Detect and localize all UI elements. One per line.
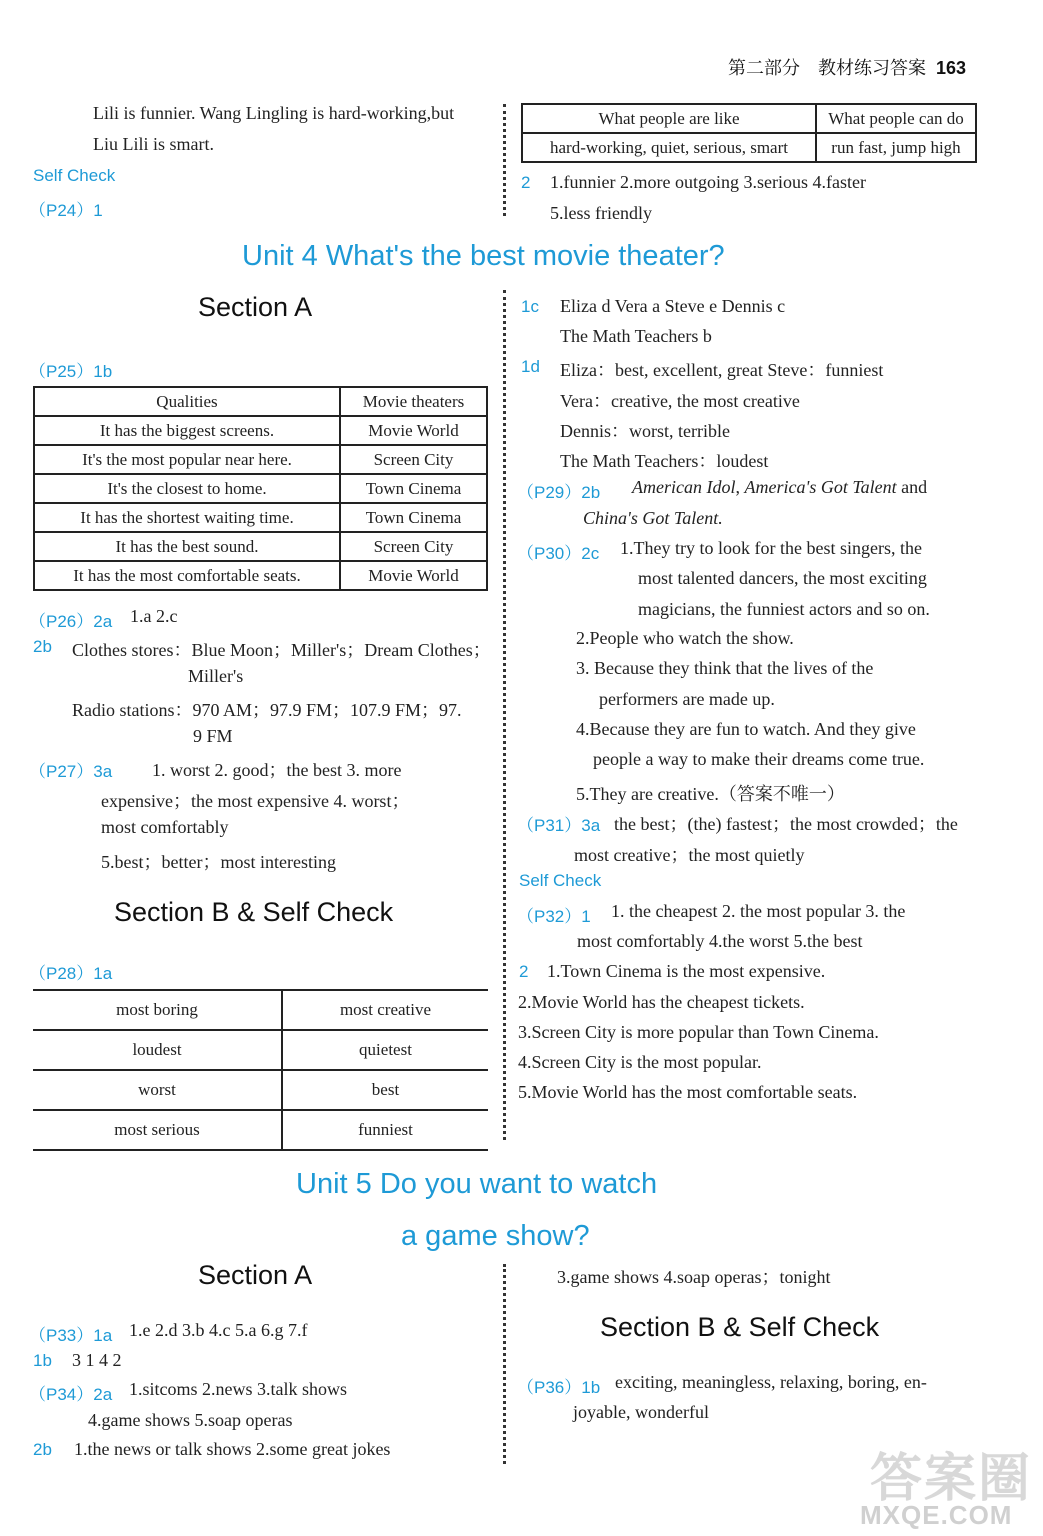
self-check-label: Self Check xyxy=(519,871,602,890)
page-tag: （P27）3a xyxy=(29,762,113,781)
page-tag: （P30）2c xyxy=(517,544,600,563)
header xyxy=(728,54,966,80)
section-a-title: Section A xyxy=(198,1260,313,1290)
table-cell: most boring xyxy=(33,990,282,1030)
answer-line: 5.less friendly xyxy=(550,203,652,223)
table-cell: Movie World xyxy=(340,416,487,445)
answer-line: Clothes stores：Blue Moon；Miller's；Dream Clothes； xyxy=(72,640,491,660)
answer-line: 4.Because they are fun to watch. And they give xyxy=(576,719,916,739)
table-cell: It has the shortest waiting time. xyxy=(34,503,340,532)
question-number: 1d xyxy=(521,357,540,376)
answer-line: most comfortably 4.the worst 5.the best xyxy=(577,931,863,951)
answer-line: joyable, wonderful xyxy=(573,1402,709,1422)
page-number: 163 xyxy=(936,58,967,78)
page-tag: （P32）1 xyxy=(517,907,591,926)
table-cell: most serious xyxy=(33,1110,282,1150)
section-b-title: Section B & Self Check xyxy=(600,1312,880,1342)
page-tag: （P24）1 xyxy=(29,201,103,220)
answer-line: 3. Because they think that the lives of the xyxy=(576,658,874,678)
table-header: What people are like xyxy=(522,104,816,133)
answer-line: 1.a 2.c xyxy=(130,606,178,626)
answer-line: 5.best；better；most interesting xyxy=(101,852,336,872)
answer-line: 9 FM xyxy=(193,726,233,746)
table-cell: It's the closest to home. xyxy=(34,474,340,503)
table-header: What people can do xyxy=(816,104,976,133)
answer-line: 1.funnier 2.more outgoing 3.serious 4.faster xyxy=(550,172,866,192)
page-tag: （P28）1a xyxy=(29,964,113,983)
page-tag: （P34）2a xyxy=(29,1385,113,1404)
page-tag: （P26）2a xyxy=(29,612,113,631)
page-tag: （P25）1b xyxy=(29,362,113,381)
conjunction: and xyxy=(896,477,928,497)
answer-line: 1.e 2.d 3.b 4.c 5.a 6.g 7.f xyxy=(129,1320,308,1340)
table-cell: run fast, jump high xyxy=(816,133,976,162)
answer-line: 1.Town Cinema is the most expensive. xyxy=(547,961,826,981)
answer-line: 1. worst 2. good；the best 3. more xyxy=(152,760,402,780)
table-header: Movie theaters xyxy=(340,387,487,416)
header-title: 教材练习答案 xyxy=(818,58,926,78)
watermark-url: MXQE.COM xyxy=(860,1500,1013,1530)
answer-line: 2.Movie World has the cheapest tickets. xyxy=(518,992,805,1012)
unit-4-title: Unit 4 What's the best movie theater? xyxy=(242,240,725,272)
page-tag: （P33）1a xyxy=(29,1326,113,1345)
table-cell: Screen City xyxy=(340,445,487,474)
answer-line: most talented dancers, the most exciting xyxy=(638,568,927,588)
adjective-table xyxy=(33,989,488,1151)
unit-5-title-cont: a game show? xyxy=(401,1220,590,1252)
answer-line: exciting, meaningless, relaxing, boring, en- xyxy=(615,1372,927,1392)
show-title: China's Got Talent. xyxy=(583,508,723,528)
table-cell: Movie World xyxy=(340,561,487,590)
answer-line: 4.Screen City is the most popular. xyxy=(518,1052,762,1072)
table-cell: Screen City xyxy=(340,532,487,561)
answer-line: performers are made up. xyxy=(599,689,775,709)
column-divider xyxy=(503,290,506,1140)
page-tag: （P36）1b xyxy=(517,1378,601,1397)
answer-line: 3.game shows 4.soap operas；tonight xyxy=(557,1267,831,1287)
answer-line: 4.game shows 5.soap operas xyxy=(88,1410,293,1430)
answer-line: Dennis：worst, terrible xyxy=(560,421,730,441)
unit-5-title: Unit 5 Do you want to watch xyxy=(296,1168,658,1200)
answer-line: Lili is funnier. Wang Lingling is hard-working,but xyxy=(93,103,455,123)
answer-line: people a way to make their dreams come true. xyxy=(593,749,925,769)
table-cell: Town Cinema xyxy=(340,474,487,503)
table-cell: It has the biggest screens. xyxy=(34,416,340,445)
header-part: 第二部分 xyxy=(728,58,800,78)
column-divider xyxy=(503,1264,506,1464)
answer-line: Liu Lili is smart. xyxy=(93,134,214,154)
question-number: 1c xyxy=(521,297,539,316)
table-cell: worst xyxy=(33,1070,282,1110)
show-title: America's Got Talent xyxy=(744,477,897,497)
section-a-title: Section A xyxy=(198,292,313,322)
answer-line: most comfortably xyxy=(101,817,229,837)
table-cell: most creative xyxy=(282,990,488,1030)
page-tag: （P31）3a xyxy=(517,816,601,835)
table-cell: funniest xyxy=(282,1110,488,1150)
answer-line: Eliza d Vera a Steve e Dennis c xyxy=(560,296,786,316)
table-cell: It's the most popular near here. xyxy=(34,445,340,474)
answer-line: 1. the cheapest 2. the most popular 3. the xyxy=(611,901,906,921)
page-tag: （P29）2b xyxy=(517,483,601,502)
table-cell: hard-working, quiet, serious, smart xyxy=(522,133,816,162)
answer-line: magicians, the funniest actors and so on. xyxy=(638,599,930,619)
watermark-logo: 答案圈 xyxy=(870,1450,1033,1508)
question-number: 2 xyxy=(521,173,531,192)
punctuation: , xyxy=(735,477,745,497)
answer-line: Radio stations：970 AM；97.9 FM；107.9 FM；97. xyxy=(72,700,462,720)
answer-line: Eliza：best, excellent, great Steve：funniest xyxy=(560,360,884,380)
answer-line: 1.They try to look for the best singers, the xyxy=(620,538,922,558)
movie-theater-table xyxy=(33,386,488,591)
table-cell: quietest xyxy=(282,1030,488,1070)
self-check-label: Self Check xyxy=(33,166,116,185)
answer-line: 1.sitcoms 2.news 3.talk shows xyxy=(129,1379,347,1399)
answer-line: The Math Teachers b xyxy=(560,326,712,346)
answer-line: The Math Teachers：loudest xyxy=(560,451,769,471)
answer-line: expensive；the most expensive 4. worst； xyxy=(101,791,410,811)
answer-line: most creative；the most quietly xyxy=(574,845,805,865)
question-number: 2b xyxy=(33,1440,52,1459)
answer-line: 3 1 4 2 xyxy=(72,1350,122,1370)
answer-line: the best；(the) fastest；the most crowded；the xyxy=(614,814,958,834)
answer-line: 2.People who watch the show. xyxy=(576,628,794,648)
section-b-title: Section B & Self Check xyxy=(114,897,394,927)
people-table xyxy=(521,103,977,163)
table-header: Qualities xyxy=(34,387,340,416)
column-divider xyxy=(503,104,506,216)
table-cell: It has the most comfortable seats. xyxy=(34,561,340,590)
answer-line xyxy=(632,477,927,498)
answer-line: Vera：creative, the most creative xyxy=(560,391,800,411)
answer-line: 1.the news or talk shows 2.some great jokes xyxy=(74,1439,391,1459)
show-title: American Idol xyxy=(632,477,736,497)
table-cell: loudest xyxy=(33,1030,282,1070)
answer-line: Miller's xyxy=(188,666,244,686)
question-number: 2b xyxy=(33,637,52,656)
table-cell: best xyxy=(282,1070,488,1110)
answer-line: 5.Movie World has the most comfortable seats. xyxy=(518,1082,858,1102)
answer-line: 5.They are creative.（答案不唯一） xyxy=(576,784,845,804)
answer-line: 3.Screen City is more popular than Town Cinema. xyxy=(518,1022,879,1042)
question-number: 2 xyxy=(519,962,529,981)
table-cell: Town Cinema xyxy=(340,503,487,532)
question-number: 1b xyxy=(33,1351,52,1370)
table-cell: It has the best sound. xyxy=(34,532,340,561)
